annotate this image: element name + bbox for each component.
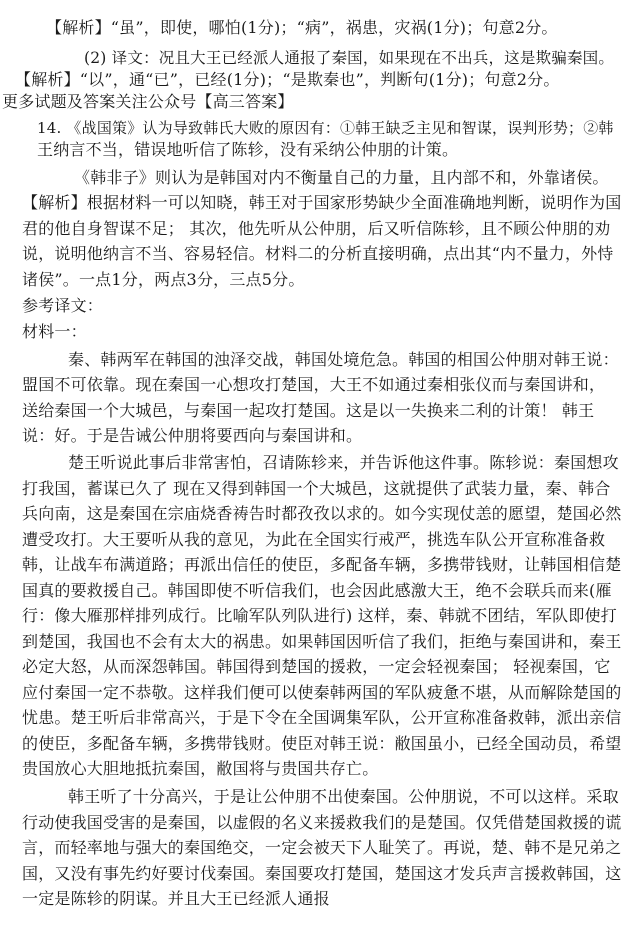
- text-line: 韩，让战车布满道路；再派出信任的使臣，多配备车辆，多携带钱财，让韩国相信楚: [22, 555, 622, 574]
- text-line: 行动使我国受害的是秦国，以虚假的名义来援救我们的是楚国。仅凭借楚国救援的谎: [22, 813, 622, 832]
- text-line: 国，又没有事先约好要讨伐秦国。秦国要攻打楚国，楚国这才发兵声言援救韩国，这: [22, 864, 622, 883]
- text-line: 诸侯”。一点1分，两点3分，三点5分。: [22, 270, 305, 289]
- text-line: 韩王听了十分高兴，于是让公仲朋不出使秦国。公仲朋说，不可以这样。采取: [68, 787, 619, 806]
- text-line: 【解析】根据材料一可以知晓，韩王对于国家形势缺少全面准确地判断，说明作为国: [22, 193, 622, 212]
- text-line: 一定是陈轸的阴谋。并且大王已经派人通报: [22, 889, 330, 908]
- text-line: 【解析】“以”，通“已”，已经(1分)；“是欺秦也”，判断句(1分)；句意2分。: [15, 70, 560, 89]
- text-line: 更多试题及答案关注公众号【高三答案】: [2, 92, 294, 111]
- text-line: 参考译文：: [22, 296, 104, 315]
- text-line: 打我国，蓄谋已久了 现在又得到韩国一个大城邑，这就提供了武装力量，秦、韩合: [22, 479, 611, 498]
- text-line: 遭受攻打。大王要听从我的意见，为此在全国实行戒严，挑选车队公开宣称准备救: [22, 530, 606, 549]
- text-line: 14. 《战国策》认为导致韩氏大败的原因有：①韩王缺乏主见和智谋，误判形势；②韩: [37, 119, 614, 137]
- text-line: 【解析】“虽”，即使，哪怕(1分)；“病”，祸患，灾祸(1分)；句意2分。: [46, 18, 558, 37]
- text-line: 贵国放心大胆地抵抗秦国，敝国将与贵国共存亡。: [22, 759, 379, 778]
- text-line: 应付秦国一定不恭敬。这样我们便可以使秦韩两国的军队疲惫不堪，从而解除楚国的: [22, 683, 622, 702]
- text-line: 秦、韩两军在韩国的浊泽交战，韩国处境危急。韩国的相国公仲朋对韩王说：: [68, 350, 619, 369]
- text-line: 的使臣，多配备车辆，多携带钱财。使臣对韩王说：敝国虽小，已经全国动员，希望: [22, 734, 622, 753]
- text-line: 忧患。楚王听后非常高兴，于是下令在全国调集军队，公开宣称准备救韩，派出亲信: [22, 708, 622, 727]
- text-line: 材料一：: [22, 322, 87, 341]
- text-line: 楚王听说此事后非常害怕，召请陈轸来，并告诉他这件事。陈轸说：秦国想攻: [68, 453, 619, 472]
- text-line: 盟国不可依靠。现在秦国一心想攻打楚国，大王不如通过秦相张仪而与秦国讲和，: [22, 375, 606, 394]
- text-line: 行：像大雁那样排列成行。比喻军队列队进行) 这样，秦、韩就不团结，军队即使打: [22, 606, 617, 625]
- text-line: 送给秦国一个大城邑，与秦国一起攻打楚国。这是以一失换来二利的计策！ 韩王: [22, 401, 595, 420]
- text-line: (2) 译文：况且大王已经派人通报了秦国，如果现在不出兵，这是欺骗秦国。: [84, 49, 615, 67]
- text-line: 言，而轻率地与强大的秦国绝交，一定会被天下人耻笑了。再说，楚、韩不是兄弟之: [22, 838, 622, 857]
- text-line: 国真的要救援自己。韩国即使不听信我们，也会因此感激大王，绝不会联兵而来(雁: [22, 581, 612, 600]
- text-line: 到楚国，我国也不会有太大的祸患。如果韩国因听信了我们，拒绝与秦国讲和，秦王: [22, 632, 622, 651]
- text-line: 说：好。于是告诫公仲朋将要西向与秦国讲和。: [22, 426, 363, 445]
- text-line: 《韩非子》则认为是韩国对内不衡量自己的力量，且内部不和，外靠诸侯。: [74, 168, 609, 187]
- text-line: 兵向南，这是秦国在宗庙烧香祷告时都孜孜以求的。如今实现仗恙的愿望，楚国必然: [22, 504, 622, 523]
- text-line: 必定大怒，从而深怨韩国。韩国得到楚国的援救，一定会轻视秦国； 轻视秦国，它: [22, 657, 611, 676]
- text-line: 君的他自身智谋不足； 其次，他先听从公仲朋，后又听信陈轸，且不顾公仲朋的劝: [22, 219, 611, 238]
- text-line: 王纳言不当，错误地听信了陈轸，没有采纳公仲朋的计策。: [37, 140, 459, 159]
- text-line: 说，说明他纳言不当、容易轻信。材料二的分析直接明确，点出其“内不量力，外恃: [22, 244, 614, 263]
